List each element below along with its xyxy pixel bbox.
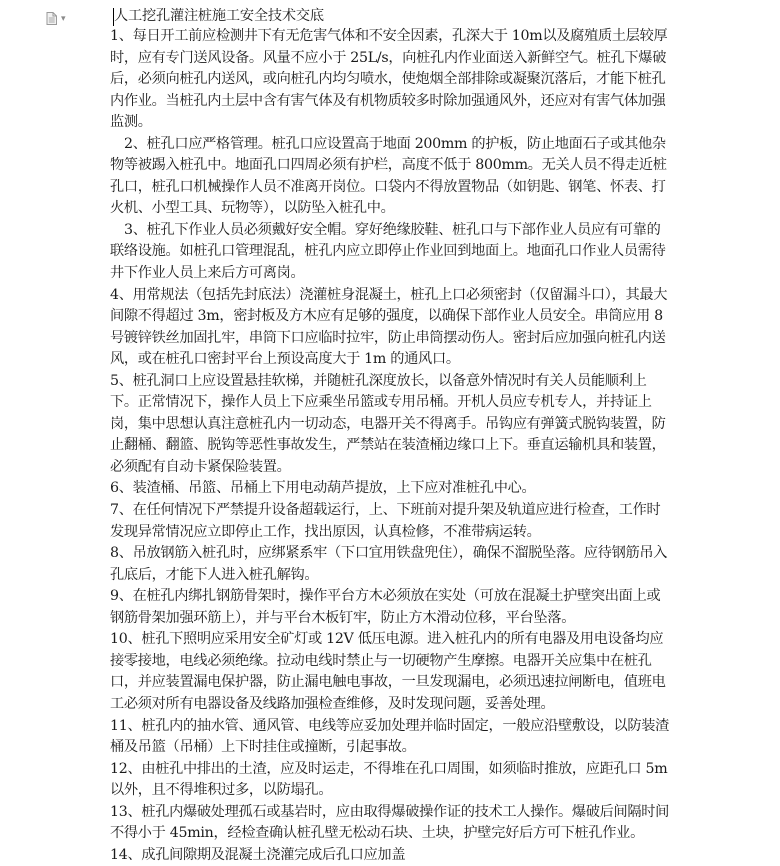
paragraph-13: 13、桩孔内爆破处理孤石或基岩时，应由取得爆破操作证的技术工人操作。爆破后间隔时间不得小于 45min，经检查确认桩孔壁无松动石块、土块，护壁完好后方可下桩孔作业。 — [110, 803, 670, 842]
paragraph-2: 2、桩孔口应严格管理。桩孔口应设置高于地面 200mm 的护板，防止地面石子或其他杂物等被踢入桩孔中。地面孔口四周必须有护栏，高度不低于 800mm。无关人员不得走近桩孔口，桩孔口机械操作人员不准离开岗位。口袋内不得放置物品（如钥匙、钢笔、怀表、打火机、小型工具、玩物等），以防坠入桩孔中。 — [110, 135, 667, 217]
paragraph-5: 5、桩孔洞口上应设置悬挂软梯，并随桩孔深度放长，以备意外情况时有关人员能顺利上下。正常情况下，操作人员上下应乘坐吊篮或专用吊桶。开机人员应专机专人，并持证上岗，集中思想认真注意桩孔内一切动态，电器开关不得离手。吊钩应有弹簧式脱钩装置，防止翻桶、翻篮、脱钩等恶性事故发生，严禁站在装渣桶边缘口上下。垂直运输机具和装置，必须配有自动卡紧保险装置。 — [110, 372, 666, 475]
paragraph-14: 14、成孔间隙期及混凝土浇灌完成后孔口应加盖 — [110, 846, 406, 863]
document-title: 人工挖孔灌注桩施工安全技术交底 — [114, 8, 324, 24]
paragraph-11: 11、桩孔内的抽水管、通风管、电线等应妥加处理并临时固定，一般应沿壁敷设，以防装渣桶及吊篮（吊桶）上下时挂住或撞断，引起事故。 — [110, 717, 670, 756]
paragraph-1: 1、每日开工前应检测井下有无危害气体和不安全因素，孔深大于 10m以及腐殖质土层较厚时，应有专门送风设备。风量不应小于 25L/s，向桩孔内作业面送入新鲜空气。桩孔下爆破后，必须向桩孔内送风，或向桩孔内均匀喷水，使炮烟全部排除或凝聚沉落后，才能下桩孔内作业。当桩孔内土层中含有害气体及有机物质较多时除加强通风外，还应对有害气体加强监测。 — [110, 28, 668, 131]
paragraph-9: 9、在桩孔内绑扎钢筋骨架时，操作平台方木必须放在实处（可放在混凝土护壁突出面上或钢筋骨架加强环筋上），并与平台木板钉牢，防止方木滑动位移，平台坠落。 — [110, 588, 661, 626]
paragraph-7: 7、在任何情况下严禁提升设备超载运行，上、下班前对提升架及轨道应进行检查，工作时发现异常情况应立即停止工作，找出原因，认真检修，不准带病运转。 — [110, 502, 661, 540]
document-menu[interactable] — [46, 10, 66, 29]
paragraph-6: 6、装渣桶、吊篮、吊桶上下用电动葫芦提放，上下应对准桩孔中心。 — [110, 480, 536, 497]
paragraph-3: 3、桩孔下作业人员必须戴好安全帽。穿好绝缘胶鞋、桩孔口与下部作业人员应有可靠的联络设施。如桩孔口管理混乱，桩孔内应立即停止作业回到地面上。地面孔口作业人员需待井下作业人员上来后方可离岗。 — [110, 221, 666, 282]
paragraph-12: 12、由桩孔中排出的土渣，应及时运走，不得堆在孔口周围，如须临时推放，应距孔口 5m以外，且不得堆积过多，以防塌孔。 — [110, 760, 668, 799]
paragraph-8: 8、吊放钢筋入桩孔时，应绑紧系牢（下口宜用铁盘兜住），确保不溜脱坠落。应待钢筋吊入孔底后，才能下人进入桩孔解钩。 — [110, 545, 668, 583]
paragraph-10: 10、桩孔下照明应采用安全矿灯或 12V 低压电源。进入桩孔内的所有电器及用电设备均应接零接地，电线必须绝缘。拉动电线时禁止与一切硬物产生摩擦。电器开关应集中在桩孔口，并应装置漏电保护器，防止漏电触电事故，一旦发现漏电，必须迅速拉闸断电，值班电工必须对所有电器设备及线路加强检查维修，及时发现问题，妥善处理。 — [110, 631, 666, 712]
document-page[interactable] — [110, 6, 670, 866]
chevron-down-icon: ▾ — [61, 14, 66, 24]
document-icon — [46, 10, 57, 29]
paragraph-4: 4、用常规法（包括先封底法）浇灌桩身混凝土，桩孔上口必须密封（仅留漏斗口），其最大间隙不得超过 3m，密封板及方木应有足够的强度，以确保下部作业人员安全。串筒应用 8 号镀锌铁丝加固扎牢，串筒下口应临时拉牢，防止串筒摆动伤人。密封后应加强向桩孔内送风，或在桩孔口密封平台上预设高度大于 1m 的通风口。 — [110, 286, 668, 368]
